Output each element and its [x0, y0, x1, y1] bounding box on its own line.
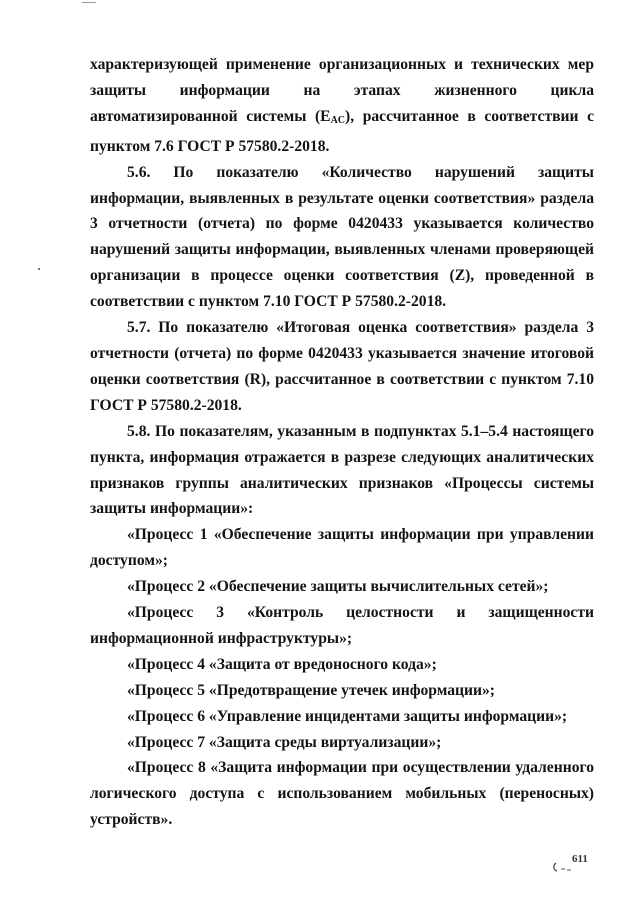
page-number: 611: [572, 853, 588, 865]
paragraph-5-6: 5.6. По показателю «Количество нарушений защиты информации, выявленных в результате оценки соответствия» раздела 3 отчетности (отчета) по форме 0420433 указывается количество нарушений защиты информации, выявленных членами проверяющей организации в процессе оценки соответствия (Z), проведенной в соответствии с пунктом 7.10 ГОСТ Р 57580.2-2018.: [90, 163, 594, 311]
list-item-process-3: «Процесс 3 «Контроль целостности и защищенности информационной инфраструктуры»;: [90, 604, 594, 647]
scan-speck: [38, 268, 40, 270]
paragraph-intro: [90, 52, 594, 160]
list-item-process-5: «Процесс 5 «Предотвращение утечек информации»;: [127, 681, 495, 699]
list-item-process-8: «Процесс 8 «Защита информации при осуществлении удаленного логического доступа с использованием мобильных (переносных) устройств».: [90, 759, 594, 829]
paragraph-intro-text-end: ), рассчитанное в соответствии с пунктом 7.6 ГОСТ Р 57580.2-2018.: [90, 107, 594, 155]
list-item-process-1: «Процесс 1 «Обеспечение защиты информации при управлении доступом»;: [90, 526, 594, 570]
paragraph-5-7: 5.7. По показателю «Итоговая оценка соответствия» раздела 3 отчетности (отчета) по форме 0420433 указывается значение итоговой оценки соответствия (R), рассчитанное в соответствии с пунктом 7.10 ГОСТ Р 57580.2-2018.: [90, 319, 594, 414]
document-body: [90, 52, 594, 833]
top-edge-mark: [82, 2, 96, 3]
list-item-process-6: «Процесс 6 «Управление инцидентами защиты информации»;: [127, 707, 568, 725]
paragraph-intro-text: характеризующей применение организационных и технических мер защиты информации на этапах жизненного цикла автоматизированной системы (E: [90, 56, 594, 125]
paragraph-5-8: 5.8. По показателям, указанным в подпунктах 5.1–5.4 настоящего пункта, информация отражается в разрезе следующих аналитических признаков группы аналитических признаков «Процессы системы защиты информации»:: [90, 422, 594, 518]
list-item-process-7: «Процесс 7 «Защита среды виртуализации»;: [127, 733, 442, 751]
list-item-process-2: «Процесс 2 «Обеспечение защиты вычислительных сетей»;: [127, 578, 549, 596]
subscript-ac: AC: [330, 114, 346, 126]
list-item-process-4: «Процесс 4 «Защита от вредоносного кода»;: [127, 655, 437, 673]
